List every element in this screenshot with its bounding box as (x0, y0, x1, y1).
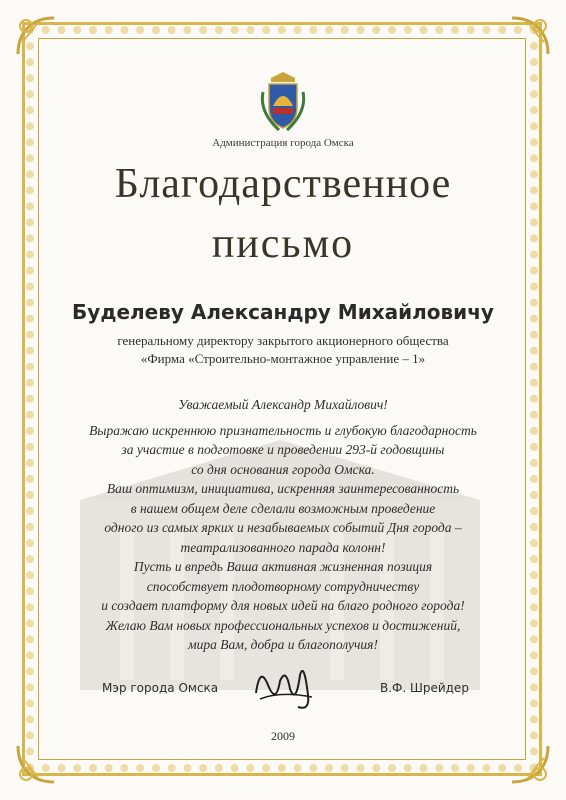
body-line: одного из самых ярких и незабываемых событий Дня города – (104, 520, 462, 535)
signer-title: Мэр города Омска (102, 681, 219, 695)
title-line-1: Благодарственное (114, 161, 452, 207)
corner-ornament-icon (14, 742, 58, 786)
position-line: генеральному директору закрытого акционерного общества (117, 333, 449, 348)
body-line: Ваш оптимизм, инициатива, искренняя заинтересованность (106, 481, 460, 496)
recipient-position (0, 332, 566, 368)
letter-body (60, 395, 506, 655)
body-line: театрализованного парада колонн! (180, 539, 386, 555)
recipient-name: Буделеву Александру Михайловичу (72, 300, 494, 324)
body-line: в нашем общем деле сделали возможным проведение (130, 500, 436, 516)
body-line: со дня основания города Омска. (191, 461, 375, 477)
body-line: Пусть и впредь Ваша активная жизненная позиция (133, 559, 433, 574)
organization-name: Администрация города Омска (212, 137, 354, 149)
coat-of-arms-emblem-icon (259, 72, 307, 132)
signature-icon (250, 655, 320, 715)
greeting: Уважаемый Александр Михайлович! (178, 397, 388, 412)
position-line: «Фирма «Строительно-монтажное управление – 1» (140, 351, 426, 366)
body-line: Желаю Вам новых профессиональных успехов и достижений, (105, 617, 461, 633)
corner-ornament-icon (14, 14, 58, 58)
body-line: Выражаю искреннюю признательность и глубокую благодарность (89, 422, 477, 438)
title-line-2: письмо (211, 221, 355, 267)
body-line: и создает платформу для новых идей на благо родного города! (101, 598, 465, 613)
corner-ornament-icon (508, 14, 552, 58)
corner-ornament-icon (508, 742, 552, 786)
document-year: 2009 (271, 729, 295, 743)
body-line: мира Вам, добра и благополучия! (188, 637, 378, 652)
body-line: за участие в подготовке и проведении 293-й годовщины (121, 442, 445, 457)
body-line: способствует плодотворному сотрудничеству (146, 578, 420, 594)
signer-name: В.Ф. Шрейдер (380, 681, 469, 695)
